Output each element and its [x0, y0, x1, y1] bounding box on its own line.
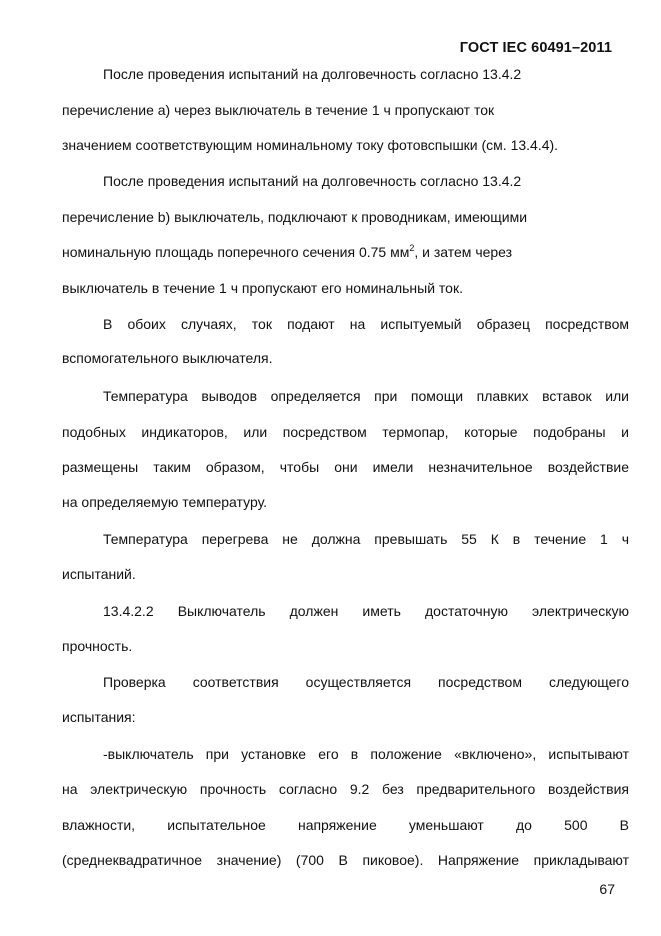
paragraph-1-line-3: значением соответствующим номинальному току фотовспышки (см. 13.4.4).: [62, 137, 559, 153]
paragraph-2-line-3-text: номинальную площадь поперечного сечения 0.75 мм: [62, 244, 410, 260]
paragraph-1-line-1: После проведения испытаний на долговечность согласно 13.4.2: [103, 66, 522, 82]
paragraph-2-line-3-tail: , и затем через: [414, 244, 513, 260]
paragraph-6-line-2: прочность.: [62, 638, 133, 654]
page-number: 67: [599, 881, 615, 897]
paragraph-1-line-2: перечисление a) через выключатель в течение 1 ч пропускают ток: [62, 102, 495, 118]
paragraph-4-line-4: на определяемую температуру.: [62, 494, 268, 510]
paragraph-5-line-1: Температура перегрева не должна превышать 55 К в течение 1 ч: [103, 531, 629, 547]
paragraph-3-line-2: вспомогательного выключателя.: [62, 350, 273, 366]
paragraph-8-line-3: влажности, испытательное напряжение уменьшают до 500 В: [62, 817, 629, 833]
paragraph-2-line-4: выключатель в течение 1 ч пропускают его номинальный ток.: [62, 280, 463, 296]
document-standard-header: ГОСТ IEC 60491–2011: [459, 40, 612, 56]
superscript-2: 2: [409, 243, 415, 253]
paragraph-4-line-3: размещены таким образом, чтобы они имели незначительное воздействие: [62, 459, 629, 475]
paragraph-6-line-1: 13.4.2.2 Выключатель должен иметь достаточную электрическую: [103, 603, 629, 619]
paragraph-2-line-2: перечисление b) выключатель, подключают к проводникам, имеющими: [62, 209, 528, 225]
paragraph-2-line-1: После проведения испытаний на долговечность согласно 13.4.2: [103, 173, 522, 189]
paragraph-7-line-2: испытания:: [62, 709, 136, 725]
paragraph-3-line-1: В обоих случаях, ток подают на испытуемый образец посредством: [103, 316, 629, 332]
paragraph-7-line-1: Проверка соответствия осуществляется посредством следующего: [103, 674, 629, 690]
paragraph-8-line-2: на электрическую прочность согласно 9.2 без предварительного воздействия: [62, 781, 629, 797]
paragraph-4-line-1: Температура выводов определяется при помощи плавких вставок или: [103, 388, 629, 404]
paragraph-2-line-3: [62, 244, 512, 260]
paragraph-4-line-2: подобных индикаторов, или посредством термопар, которые подобраны и: [62, 424, 629, 440]
paragraph-8-line-1: -выключатель при установке его в положение «включено», испытывают: [103, 746, 629, 762]
paragraph-8-line-4: (среднеквадратичное значение) (700 В пиковое). Напряжение прикладывают: [62, 852, 629, 868]
paragraph-5-line-2: испытаний.: [62, 566, 136, 582]
